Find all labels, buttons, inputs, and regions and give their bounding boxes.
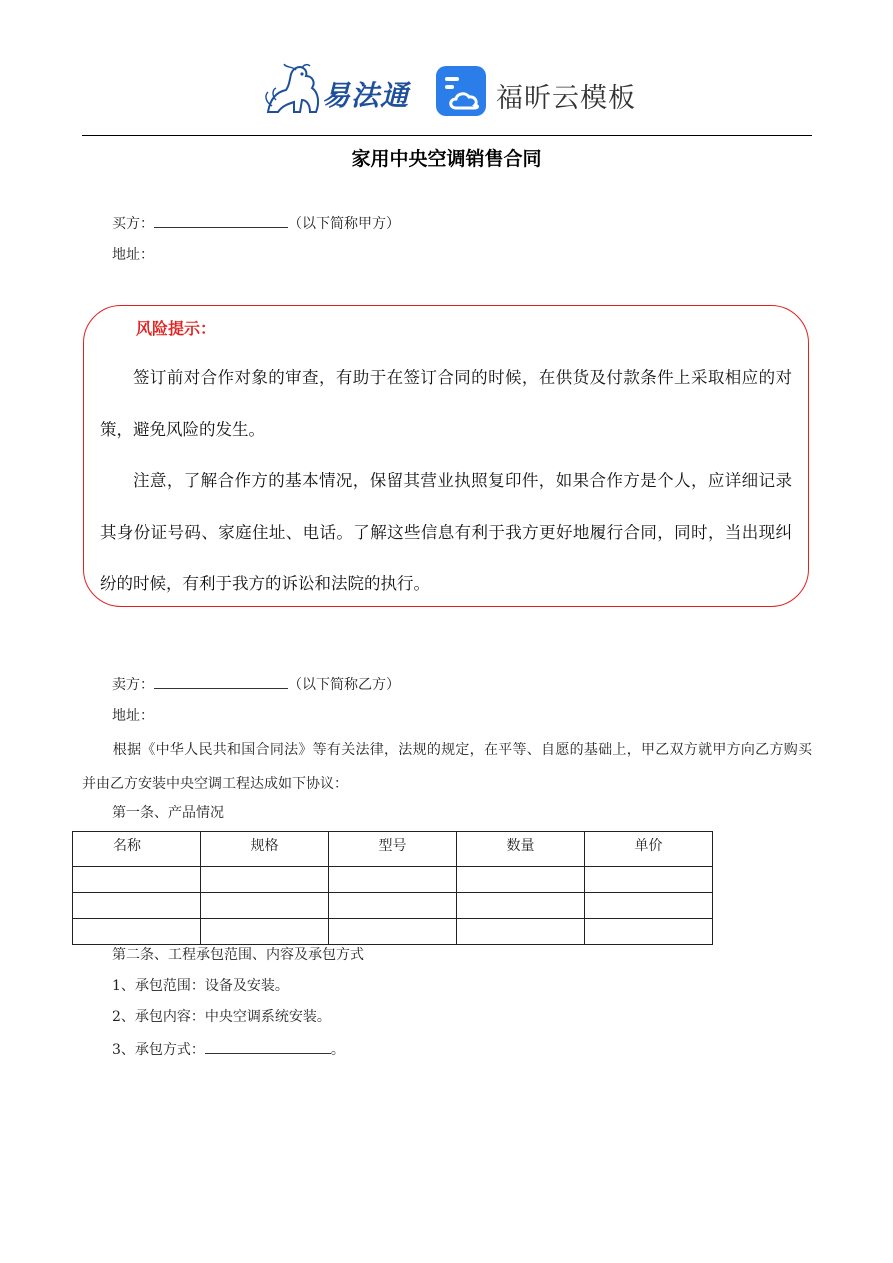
table-cell[interactable] (201, 893, 329, 919)
document-header (0, 58, 893, 128)
contract-method-label: 3、承包方式： (112, 1042, 205, 1058)
table-header-cell: 单价 (585, 832, 713, 867)
table-cell[interactable] (73, 867, 201, 893)
table-header-cell: 数量 (457, 832, 585, 867)
article2-item-2: 2、承包内容：中央空调系统安装。 (112, 1009, 331, 1025)
table-cell[interactable] (585, 893, 713, 919)
risk-title: 风险提示： (136, 319, 217, 338)
risk-paragraph: 签订前对合作对象的审查，有助于在签订合同的时候，在供货及付款条件上采取相应的对策，避免风险的发生。 (100, 368, 792, 439)
article1-title: 第一条、产品情况 (112, 805, 224, 821)
contract-title: 家用中央空调销售合同 (351, 148, 542, 170)
article2-title: 第二条、工程承包范围、内容及承包方式 (112, 947, 364, 963)
risk-warning-box (83, 305, 809, 607)
table-header-row (73, 832, 713, 867)
table-cell[interactable] (329, 867, 457, 893)
header-divider (82, 135, 812, 136)
table-cell[interactable] (201, 867, 329, 893)
contract-method-blank[interactable] (205, 1040, 331, 1054)
yifatong-logo (262, 62, 412, 120)
cloud-document-icon (436, 66, 486, 116)
table-cell[interactable] (457, 867, 585, 893)
contract-method-end: 。 (330, 1042, 345, 1058)
table-cell[interactable] (329, 893, 457, 919)
table-row (73, 867, 713, 893)
table-header-cell: 名称 (73, 832, 201, 867)
yifatong-brand-text: 易法通 (322, 79, 410, 112)
table-cell[interactable] (585, 867, 713, 893)
table-header-cell: 型号 (329, 832, 457, 867)
seller-address-label: 地址： (112, 708, 154, 724)
table-cell[interactable] (457, 919, 585, 945)
table-cell[interactable] (585, 919, 713, 945)
article2-item-3 (112, 1039, 345, 1059)
foxit-template-logo (436, 66, 636, 118)
seller-address-line (112, 705, 154, 725)
intro-paragraph: 根据《中华人民共和国合同法》等有关法律，法规的规定，在平等、自愿的基础上，甲乙双方就甲方向乙方购买并由乙方安装中央空调工程达成如下协议： (82, 742, 812, 792)
foxit-brand-text: 福昕云模板 (496, 83, 636, 114)
table-row (73, 893, 713, 919)
seller-line (112, 674, 400, 694)
buyer-line (112, 213, 400, 233)
product-table (72, 831, 713, 945)
seller-name-blank[interactable] (154, 675, 288, 689)
table-header-cell: 规格 (201, 832, 329, 867)
seller-suffix: （以下简称乙方） (288, 677, 400, 693)
buyer-address-line (112, 244, 154, 264)
buyer-name-blank[interactable] (154, 214, 288, 228)
table-row (73, 919, 713, 945)
table-cell[interactable] (201, 919, 329, 945)
buyer-address-label: 地址： (112, 247, 154, 263)
risk-paragraph: 注意，了解合作方的基本情况，保留其营业执照复印件，如果合作方是个人，应详细记录其身份证号码、家庭住址、电话。了解这些信息有利于我方更好地履行合同，同时，当出现纠纷的时候，有利于我方的诉讼和法院的执行。 (100, 471, 792, 593)
table-cell[interactable] (457, 893, 585, 919)
table-cell[interactable] (73, 919, 201, 945)
buyer-label: 买方： (112, 216, 154, 232)
risk-text (100, 352, 792, 610)
article2-item-1: 1、承包范围：设备及安装。 (112, 978, 289, 994)
qilin-mascot-icon (262, 62, 324, 120)
table-cell[interactable] (73, 893, 201, 919)
seller-label: 卖方： (112, 677, 154, 693)
table-cell[interactable] (329, 919, 457, 945)
buyer-suffix: （以下简称甲方） (288, 216, 400, 232)
